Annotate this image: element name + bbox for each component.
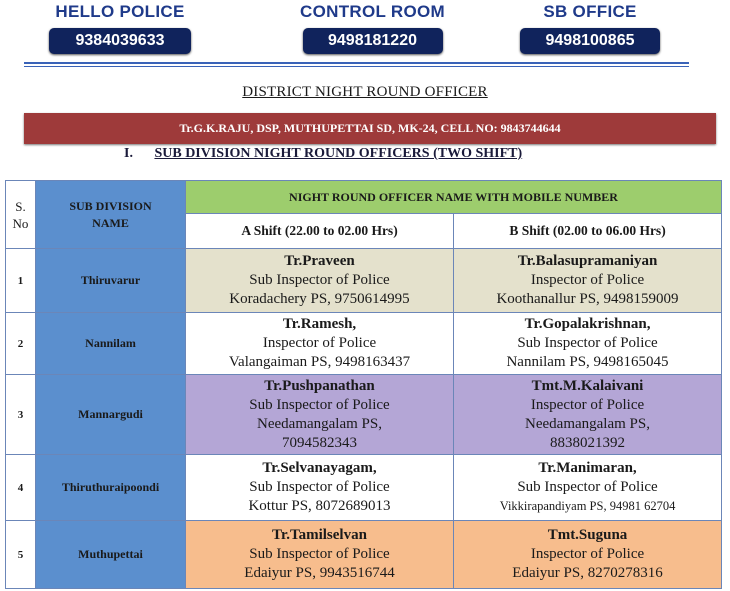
b-shift-officer-cell	[454, 313, 722, 375]
officer-mobile: 8838021392	[550, 434, 625, 451]
a-shift-officer-cell	[186, 455, 454, 521]
officer-name: Tmt.M.Kalaivani	[531, 377, 644, 394]
officer-station: Koothanallur PS, 9498159009	[496, 291, 679, 307]
officer-name: Tr.Balasupramaniyan	[517, 253, 658, 269]
table-row	[6, 455, 722, 521]
officer-name: Tr.Gopalakrishnan,	[524, 316, 651, 332]
a-shift-officer-cell	[186, 375, 454, 455]
helpline-contacts	[0, 0, 730, 62]
hello-police-contact	[30, 0, 210, 54]
district-officer-banner: Tr.G.K.RAJU, DSP, MUTHUPETTAI SD, MK-24, CELL NO: 9843744644	[24, 113, 716, 144]
row-number: 1	[6, 249, 36, 313]
a-shift-officer-cell	[186, 521, 454, 589]
row-number: 3	[6, 375, 36, 455]
sub-division-header-line2: NAME	[92, 215, 129, 230]
b-shift-header: B Shift (02.00 to 06.00 Hrs)	[454, 214, 722, 249]
sb-office-label: SB OFFICE	[543, 2, 637, 21]
officer-station: Koradachery PS, 9750614995	[229, 291, 410, 307]
sno-header-line1: S.	[15, 198, 26, 214]
officer-rank: Inspector of Police	[262, 335, 377, 351]
officer-rank: Sub Inspector of Police	[249, 396, 390, 413]
officer-station: Needamangalam PS,	[525, 415, 650, 432]
sno-header	[6, 181, 36, 249]
officer-station: Vikkirapandiyam PS, 94981 62704	[499, 499, 676, 513]
officer-rank: Inspector of Police	[530, 272, 645, 288]
section-heading	[124, 146, 522, 162]
sub-division-name: Mannargudi	[36, 375, 186, 455]
a-shift-header: A Shift (22.00 to 02.00 Hrs)	[186, 214, 454, 249]
officer-rank: Sub Inspector of Police	[517, 479, 658, 495]
row-number: 5	[6, 521, 36, 589]
b-shift-officer-cell	[454, 375, 722, 455]
section-title: SUB DIVISION NIGHT ROUND OFFICERS (TWO SHIFT)	[154, 146, 523, 161]
officer-station: Edaiyur PS, 8270278316	[512, 565, 663, 581]
sno-header-line2: No	[12, 215, 29, 231]
officer-rank: Sub Inspector of Police	[249, 546, 390, 562]
sub-division-name: Nannilam	[36, 313, 186, 375]
table-row	[6, 375, 722, 455]
hello-police-label: HELLO POLICE	[55, 2, 185, 21]
night-round-table	[5, 180, 722, 589]
table-row	[6, 313, 722, 375]
officer-name: Tr.Ramesh,	[282, 316, 357, 332]
control-room-contact	[275, 0, 470, 54]
officer-rank: Inspector of Police	[530, 396, 645, 413]
b-shift-officer-cell	[454, 249, 722, 313]
a-shift-officer-cell	[186, 313, 454, 375]
row-number: 4	[6, 455, 36, 521]
section-number: I.	[124, 146, 133, 161]
sub-division-name: Muthupettai	[36, 521, 186, 589]
sb-office-contact	[515, 0, 665, 54]
page-title: DISTRICT NIGHT ROUND OFFICER	[242, 84, 488, 100]
officer-station: Valangaiman PS, 9498163437	[228, 354, 411, 370]
officer-station: Nannilam PS, 9498165045	[506, 354, 669, 370]
table-row	[6, 521, 722, 589]
officer-station: Kottur PS, 8072689013	[248, 498, 391, 514]
officer-name: Tr.Pushpanathan	[264, 377, 375, 394]
officer-name: Tmt.Suguna	[547, 527, 628, 543]
officer-rank: Sub Inspector of Police	[517, 335, 658, 351]
night-round-header: NIGHT ROUND OFFICER NAME WITH MOBILE NUMBER	[186, 181, 722, 214]
officer-name: Tr.Selvanayagam,	[262, 460, 377, 476]
a-shift-officer-cell	[186, 249, 454, 313]
officer-rank: Sub Inspector of Police	[249, 272, 390, 288]
b-shift-officer-cell	[454, 455, 722, 521]
table-row	[6, 249, 722, 313]
officer-name: Tr.Tamilselvan	[272, 527, 367, 543]
officer-rank: Sub Inspector of Police	[249, 479, 390, 495]
sub-division-name: Thiruvarur	[36, 249, 186, 313]
header-divider	[24, 62, 689, 64]
officer-station: Edaiyur PS, 9943516744	[244, 565, 395, 581]
officer-rank: Inspector of Police	[530, 546, 645, 562]
officer-mobile: 7094582343	[282, 434, 357, 451]
header-divider-thin	[24, 66, 689, 67]
officer-name: Tr.Manimaran,	[538, 460, 637, 476]
officer-name: Tr.Praveen	[284, 253, 355, 269]
row-number: 2	[6, 313, 36, 375]
hello-police-number: 9384039633	[49, 28, 191, 54]
control-room-label: CONTROL ROOM	[300, 2, 445, 21]
b-shift-officer-cell	[454, 521, 722, 589]
sub-division-header	[36, 181, 186, 249]
sub-division-header-line1: SUB DIVISION	[69, 198, 152, 213]
officer-station: Needamangalam PS,	[257, 415, 382, 432]
control-room-number: 9498181220	[303, 28, 443, 54]
sub-division-name: Thiruthuraipoondi	[36, 455, 186, 521]
sb-office-number: 9498100865	[520, 28, 660, 54]
